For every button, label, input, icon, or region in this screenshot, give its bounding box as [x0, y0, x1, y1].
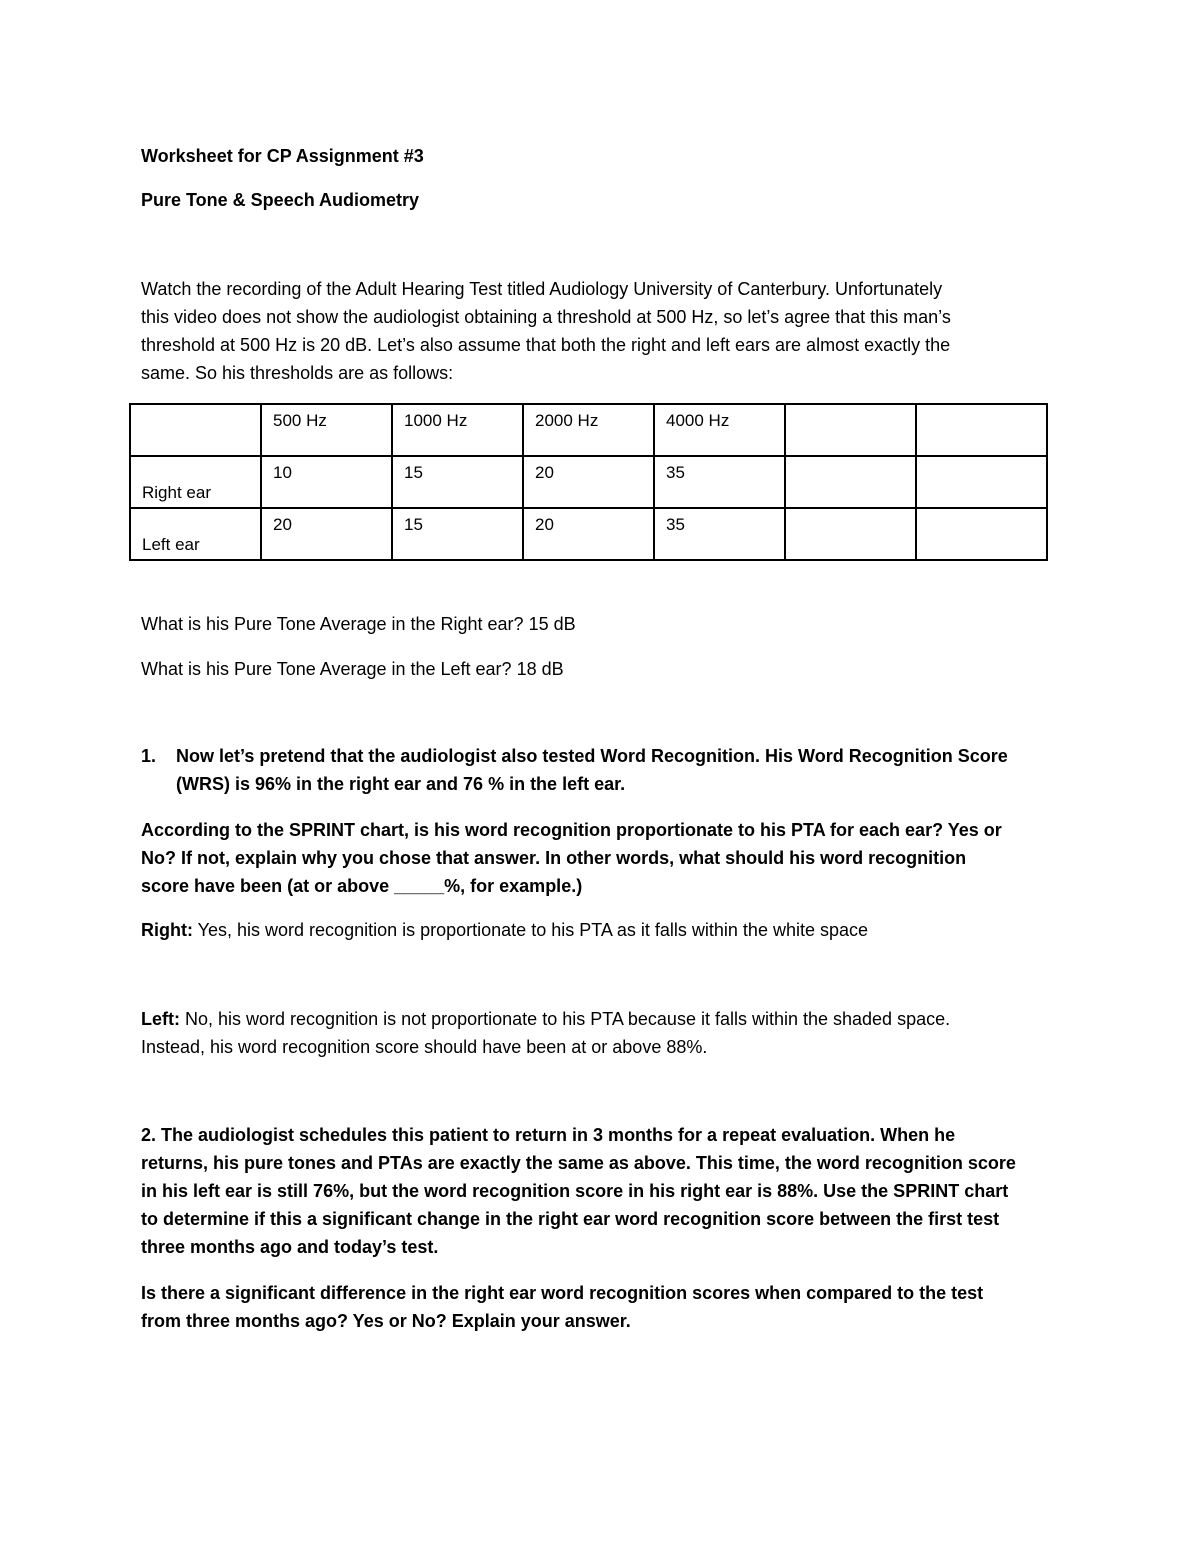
prompt-line: score have been (at or above _____%, for example.) — [141, 876, 583, 896]
table-header-cell — [916, 404, 1047, 456]
intro-paragraph — [141, 275, 951, 387]
question-number: 1. — [141, 746, 157, 766]
table-header-row — [130, 404, 1047, 456]
intro-line: this video does not show the audiologist obtaining a threshold at 500 Hz, so let’s agree that this man’s — [141, 307, 951, 327]
answer-right-text: Yes, his word recognition is proportionate to his PTA as it falls within the white space — [192, 920, 869, 940]
table-cell: 35 — [654, 456, 785, 508]
table-header-cell — [130, 404, 261, 456]
intro-line: threshold at 500 Hz is 20 dB. Let’s also assume that both the right and left ears are almost exactly the — [141, 335, 951, 355]
question-2-line: to determine if this a significant change in the right ear word recognition score between the first test — [141, 1209, 1000, 1229]
prompt-line: from three months ago? Yes or No? Explain your answer. — [141, 1311, 631, 1331]
question-1-prompt — [141, 816, 1002, 900]
pta-right-question: What is his Pure Tone Average in the Right ear? 15 dB — [141, 614, 576, 634]
table-cell — [916, 508, 1047, 560]
table-cell: 15 — [392, 456, 523, 508]
answer-right-label: Right: — [141, 920, 193, 940]
prompt-line: Is there a significant difference in the right ear word recognition scores when compared to the test — [141, 1283, 984, 1303]
table-cell — [785, 508, 916, 560]
row-label: Right ear — [142, 483, 211, 502]
table-cell: 10 — [261, 456, 392, 508]
prompt-line: According to the SPRINT chart, is his word recognition proportionate to his PTA for each ear? Yes or — [141, 820, 1002, 840]
answer-left-label: Left: — [141, 1009, 180, 1029]
table-cell — [785, 456, 916, 508]
table-row — [130, 456, 1047, 508]
page-subtitle: Pure Tone & Speech Audiometry — [141, 190, 420, 210]
question-2-line: returns, his pure tones and PTAs are exactly the same as above. This time, the word recognition score — [141, 1153, 1016, 1173]
table-cell: 20 — [261, 508, 392, 560]
question-2-line: in his left ear is still 76%, but the word recognition score in his right ear is 88%. Use the SPRINT chart — [141, 1181, 1009, 1201]
table-row — [130, 508, 1047, 560]
table-cell: 20 — [523, 456, 654, 508]
table-header-cell: 2000 Hz — [523, 404, 654, 456]
intro-line: same. So his thresholds are as follows: — [141, 363, 454, 383]
answer-left-text-2: Instead, his word recognition score should have been at or above 88%. — [141, 1037, 708, 1057]
pta-left-question: What is his Pure Tone Average in the Left ear? 18 dB — [141, 659, 564, 679]
row-label-cell — [130, 456, 261, 508]
table-header-cell: 500 Hz — [261, 404, 392, 456]
page-title: Worksheet for CP Assignment #3 — [141, 146, 424, 166]
question-2-line: 2. The audiologist schedules this patient to return in 3 months for a repeat evaluation. When he — [141, 1125, 956, 1145]
answer-right — [141, 916, 868, 944]
table-cell: 15 — [392, 508, 523, 560]
question-1-line: (WRS) is 96% in the right ear and 76 % in the left ear. — [176, 774, 626, 794]
question-1 — [141, 742, 1081, 798]
intro-line: Watch the recording of the Adult Hearing Test titled Audiology University of Canterbury. Unfortunately — [141, 279, 943, 299]
table-cell: 35 — [654, 508, 785, 560]
question-1-line: Now let’s pretend that the audiologist also tested Word Recognition. His Word Recognition Score — [176, 746, 1008, 766]
question-2-prompt — [141, 1279, 983, 1335]
row-label: Left ear — [142, 535, 200, 554]
table-cell: 20 — [523, 508, 654, 560]
answer-left — [141, 1005, 950, 1061]
thresholds-table — [129, 403, 1048, 561]
row-label-cell — [130, 508, 261, 560]
prompt-line: No? If not, explain why you chose that answer. In other words, what should his word recognition — [141, 848, 967, 868]
table-cell — [916, 456, 1047, 508]
table-header-cell — [785, 404, 916, 456]
question-2 — [141, 1121, 1016, 1261]
answer-left-text: No, his word recognition is not proportionate to his PTA because it falls within the shaded space. — [180, 1009, 951, 1029]
table-header-cell: 1000 Hz — [392, 404, 523, 456]
question-2-line: three months ago and today’s test. — [141, 1237, 439, 1257]
table-header-cell: 4000 Hz — [654, 404, 785, 456]
